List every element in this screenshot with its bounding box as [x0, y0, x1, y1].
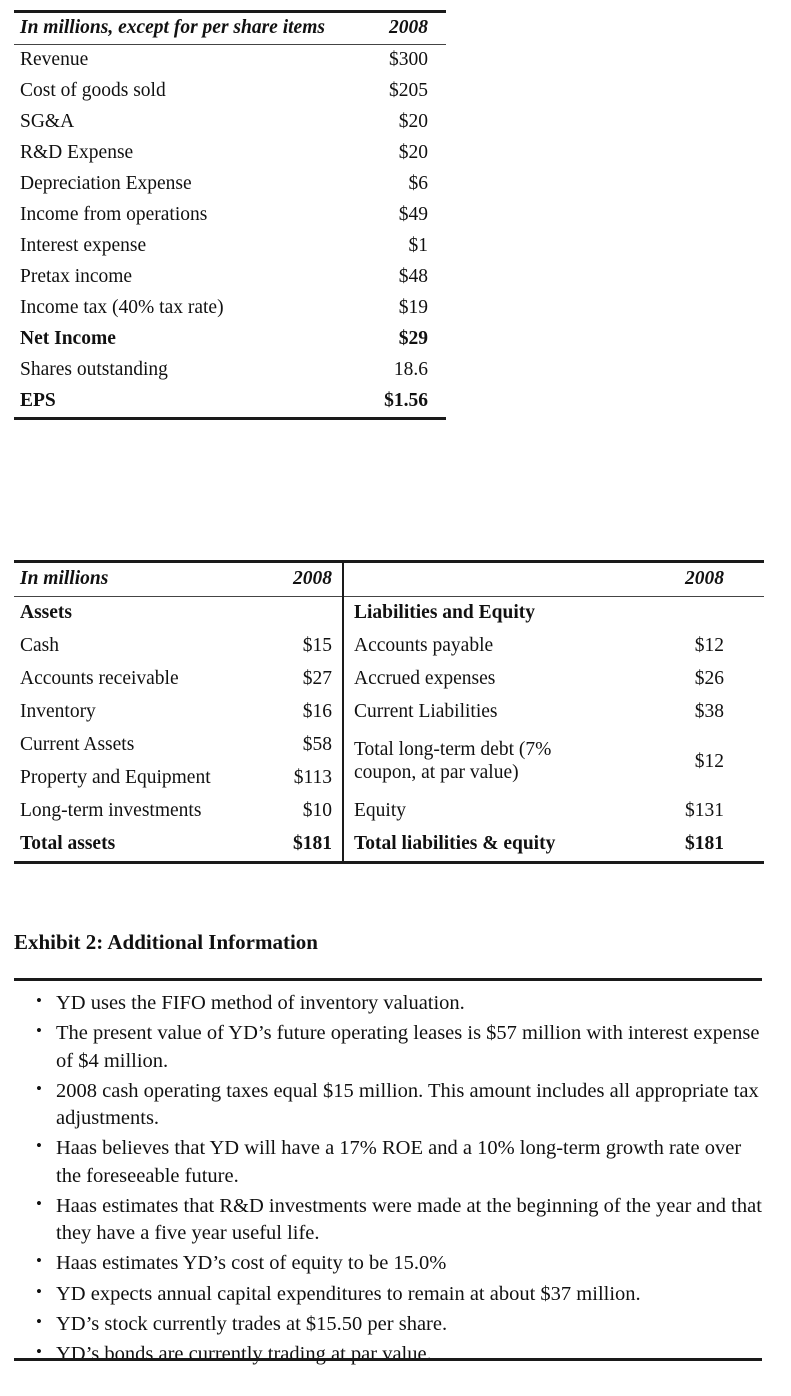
- row-label-right: Total liabilities & equity: [343, 828, 614, 863]
- row-label-left: Long-term investments: [20, 800, 202, 821]
- row-value-left: $181: [293, 833, 332, 854]
- liabilities-section-value: [614, 597, 764, 631]
- balance-sheet-section-row: [14, 597, 764, 631]
- table-row: [14, 200, 446, 231]
- row-label: R&D Expense: [20, 142, 134, 163]
- assets-section-value: [270, 597, 343, 631]
- row-value: $19: [398, 297, 428, 318]
- table-row: [14, 663, 764, 696]
- table-row: [14, 138, 446, 169]
- row-value: 18.6: [393, 359, 428, 380]
- table-row: [14, 169, 446, 200]
- exhibit-divider: [14, 978, 762, 981]
- row-label: Cost of goods sold: [20, 80, 166, 101]
- row-label-left: Current Assets: [20, 734, 135, 755]
- row-label: Depreciation Expense: [20, 173, 192, 194]
- table-row: [14, 76, 446, 107]
- table-bottom-rule: [14, 419, 446, 421]
- list-item: [14, 1193, 766, 1248]
- table-header-row: [14, 12, 446, 45]
- list-item-text: Haas estimates that R&D investments were made at the beginning of the year and that they have a five year useful life.: [56, 1194, 762, 1244]
- table-row: [14, 262, 446, 293]
- balance-sheet-header-year-left: 2008: [293, 568, 332, 589]
- row-value-right: $12: [694, 750, 724, 772]
- list-item-text: YD’s bonds are currently trading at par value.: [56, 1343, 432, 1365]
- row-label: Revenue: [20, 49, 89, 70]
- row-value-right: $38: [694, 701, 724, 722]
- row-label: Pretax income: [20, 266, 133, 287]
- table-row: [14, 107, 446, 138]
- list-item: [14, 1311, 766, 1338]
- row-value: $49: [398, 204, 428, 225]
- table-bottom-rule: [14, 863, 764, 865]
- row-value: $6: [408, 173, 428, 194]
- list-item: [14, 1135, 766, 1190]
- bullet-icon: •: [36, 1281, 42, 1301]
- table-row: [14, 795, 764, 828]
- row-label-right: Accrued expenses: [343, 663, 614, 696]
- row-value: $1.56: [384, 390, 428, 411]
- bullet-icon: •: [36, 1078, 42, 1098]
- table-row: [14, 355, 446, 386]
- row-label-left: Cash: [20, 635, 59, 656]
- table-row: [14, 324, 446, 355]
- table-row: [14, 729, 764, 762]
- row-value-right: $181: [685, 833, 724, 854]
- exhibit-bullet-list: [14, 990, 766, 1371]
- assets-section-label: Assets: [20, 602, 72, 623]
- page-bottom-divider: [14, 1358, 762, 1361]
- row-label: Shares outstanding: [20, 359, 168, 380]
- list-item: [14, 1250, 766, 1277]
- exhibit-title: Exhibit 2: Additional Information: [14, 930, 318, 954]
- bullet-icon: •: [36, 1193, 42, 1213]
- income-statement-table: [14, 10, 446, 420]
- list-item-text: 2008 cash operating taxes equal $15 million. This amount includes all appropriate tax adjustments.: [56, 1079, 759, 1129]
- list-item: [14, 1341, 766, 1368]
- list-item: [14, 1281, 766, 1308]
- row-label-left: Accounts receivable: [20, 668, 179, 689]
- row-label-right: Current Liabilities: [343, 696, 614, 729]
- balance-sheet-header-spacer: [343, 562, 614, 597]
- bullet-icon: •: [36, 991, 42, 1010]
- table-row: [14, 630, 764, 663]
- row-value-right: $26: [694, 668, 724, 689]
- list-item-text: YD’s stock currently trades at $15.50 per share.: [56, 1312, 448, 1335]
- row-label: EPS: [20, 390, 56, 411]
- row-value: $300: [389, 49, 428, 70]
- row-value-left: $10: [302, 800, 332, 821]
- bullet-icon: •: [36, 1021, 42, 1041]
- balance-sheet: [14, 560, 764, 864]
- row-value-left: $27: [302, 668, 332, 689]
- row-value: $29: [398, 328, 428, 349]
- list-item-text: Haas believes that YD will have a 17% ROE and a 10% long-term growth rate over the foreseeable future.: [56, 1137, 742, 1187]
- row-value: $1: [408, 235, 428, 256]
- income-statement-header-label: In millions, except for per share items: [20, 17, 325, 38]
- row-label-right: [343, 729, 614, 795]
- list-item-text: The present value of YD’s future operating leases is $57 million with interest expense of $4 million.: [56, 1022, 760, 1072]
- liabilities-section-label: Liabilities and Equity: [343, 597, 614, 631]
- balance-sheet-header-label: In millions: [20, 568, 109, 589]
- row-label-right: Accounts payable: [343, 630, 614, 663]
- income-statement: [14, 10, 446, 420]
- list-item-text: YD expects annual capital expenditures to remain at about $37 million.: [56, 1282, 641, 1305]
- row-label: Income tax (40% tax rate): [20, 297, 224, 318]
- table-header-row: [14, 562, 764, 597]
- balance-sheet-header-year-right: 2008: [685, 568, 724, 589]
- row-label: SG&A: [20, 111, 75, 132]
- row-label-right: Equity: [343, 795, 614, 828]
- row-value: $48: [398, 266, 428, 287]
- row-value-left: $15: [302, 635, 332, 656]
- row-value-left: $16: [302, 701, 332, 722]
- row-value-right: $12: [694, 635, 724, 656]
- row-label-left: Inventory: [20, 701, 96, 722]
- income-statement-header-year: 2008: [389, 17, 428, 38]
- row-label: Income from operations: [20, 204, 208, 225]
- row-value: $205: [389, 80, 428, 101]
- list-item-text: Haas estimates YD’s cost of equity to be 15.0%: [56, 1252, 447, 1275]
- list-item-text: YD uses the FIFO method of inventory valuation.: [56, 992, 465, 1014]
- table-row: [14, 293, 446, 324]
- bullet-icon: •: [36, 1251, 42, 1271]
- row-value-left: $58: [302, 734, 332, 755]
- row-value-left: $113: [293, 767, 332, 788]
- table-row: [14, 45, 446, 77]
- list-item: [14, 1078, 766, 1133]
- row-label: Interest expense: [20, 235, 147, 256]
- table-row: [14, 386, 446, 419]
- table-row: [14, 828, 764, 863]
- row-label: Net Income: [20, 328, 116, 349]
- bullet-icon: •: [36, 1311, 42, 1331]
- row-label-left: Total assets: [20, 833, 116, 854]
- balance-sheet-table: [14, 560, 764, 864]
- row-label-left: Property and Equipment: [20, 767, 211, 788]
- long-term-debt-label: Total long-term debt (7% coupon, at par value): [354, 739, 552, 783]
- row-value: $20: [398, 111, 428, 132]
- row-value: $20: [398, 142, 428, 163]
- table-row: [14, 231, 446, 262]
- list-item: [14, 990, 766, 1017]
- bullet-icon: •: [36, 1136, 42, 1156]
- bullet-icon: •: [36, 1342, 42, 1361]
- table-row: [14, 696, 764, 729]
- row-value-right: $131: [685, 800, 724, 821]
- list-item: [14, 1020, 766, 1075]
